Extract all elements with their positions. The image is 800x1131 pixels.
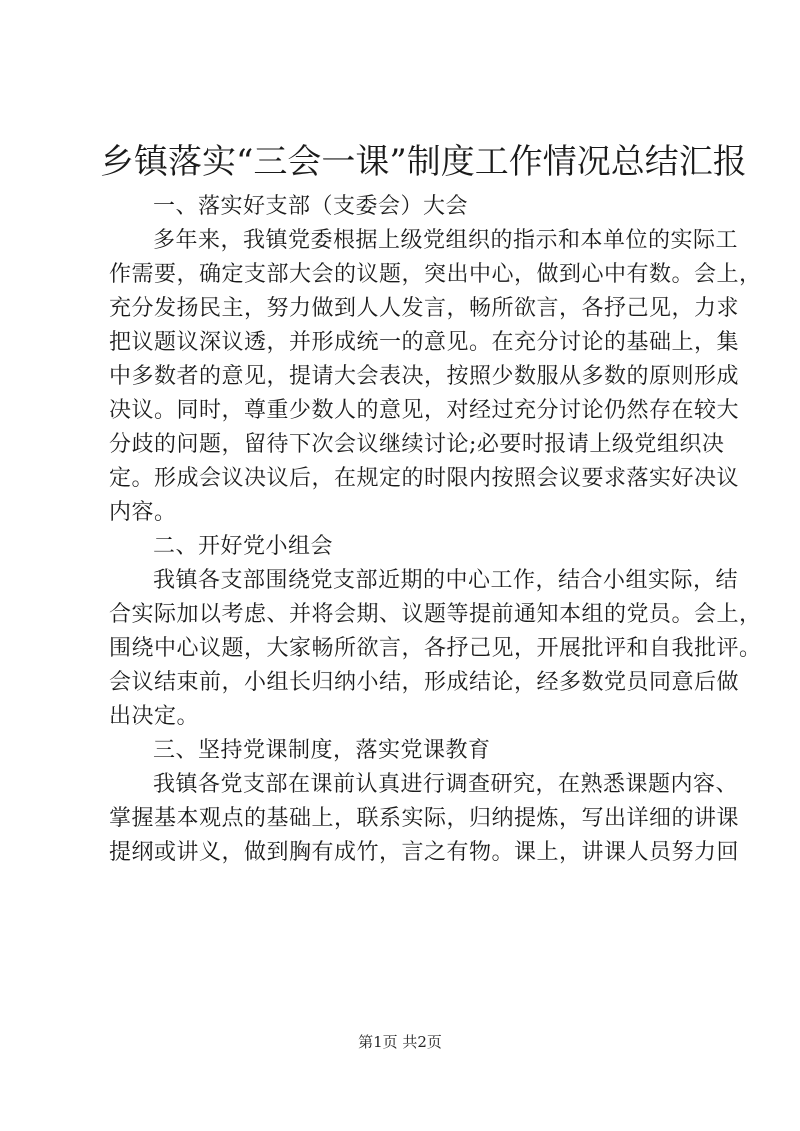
paragraph-line: 中多数者的意见，提请大会表决，按照少数服从多数的原则形成 [109, 364, 740, 389]
paragraph-line: 合实际加以考虑、并将会期、议题等提前通知本组的党员。会上， [109, 602, 762, 627]
paragraph-line: 我镇各支部围绕党支部近期的中心工作，结合小组实际，结 [153, 568, 739, 593]
paragraph-line: 出决定。 [109, 704, 200, 729]
paragraph-line: 内容。 [109, 500, 177, 525]
paragraph-line: 多年来，我镇党委根据上级党组织的指示和本单位的实际工 [153, 228, 739, 253]
paragraph-line: 掌握基本观点的基础上，联系实际，归纳提炼，写出详细的讲课 [109, 806, 740, 831]
paragraph-line: 会议结束前，小组长归纳小结，形成结论，经多数党员同意后做 [109, 670, 740, 695]
document-body [109, 190, 762, 870]
page-footer: 第1页 共2页 [358, 1033, 442, 1051]
paragraph-line: 一、落实好支部（支委会）大会 [153, 194, 469, 219]
paragraph-line: 三、坚持党课制度，落实党课教育 [153, 738, 491, 763]
paragraph-line: 把议题议深议透，并形成统一的意见。在充分讨论的基础上，集 [109, 330, 740, 355]
paragraph-line: 作需要，确定支部大会的议题，突出中心，做到心中有数。会上， [109, 262, 762, 287]
paragraph-line: 二、开好党小组会 [153, 534, 334, 559]
paragraph-line: 充分发扬民主，努力做到人人发言，畅所欲言，各抒己见，力求 [109, 296, 740, 321]
paragraph-line: 决议。同时，尊重少数人的意见，对经过充分讨论仍然存在较大 [109, 398, 740, 423]
paragraph-line: 围绕中心议题，大家畅所欲言，各抒己见，开展批评和自我批评。 [109, 636, 762, 661]
paragraph-line: 分歧的问题，留待下次会议继续讨论;必要时报请上级党组织决 [109, 432, 725, 457]
paragraph-line: 我镇各党支部在课前认真进行调查研究，在熟悉课题内容、 [153, 772, 739, 797]
paragraph-line: 提纲或讲义，做到胸有成竹，言之有物。课上，讲课人员努力回 [109, 840, 740, 865]
document-title: 乡镇落实“三会一课”制度工作情况总结汇报 [100, 142, 747, 182]
paragraph-line: 定。形成会议决议后，在规定的时限内按照会议要求落实好决议 [109, 466, 740, 491]
